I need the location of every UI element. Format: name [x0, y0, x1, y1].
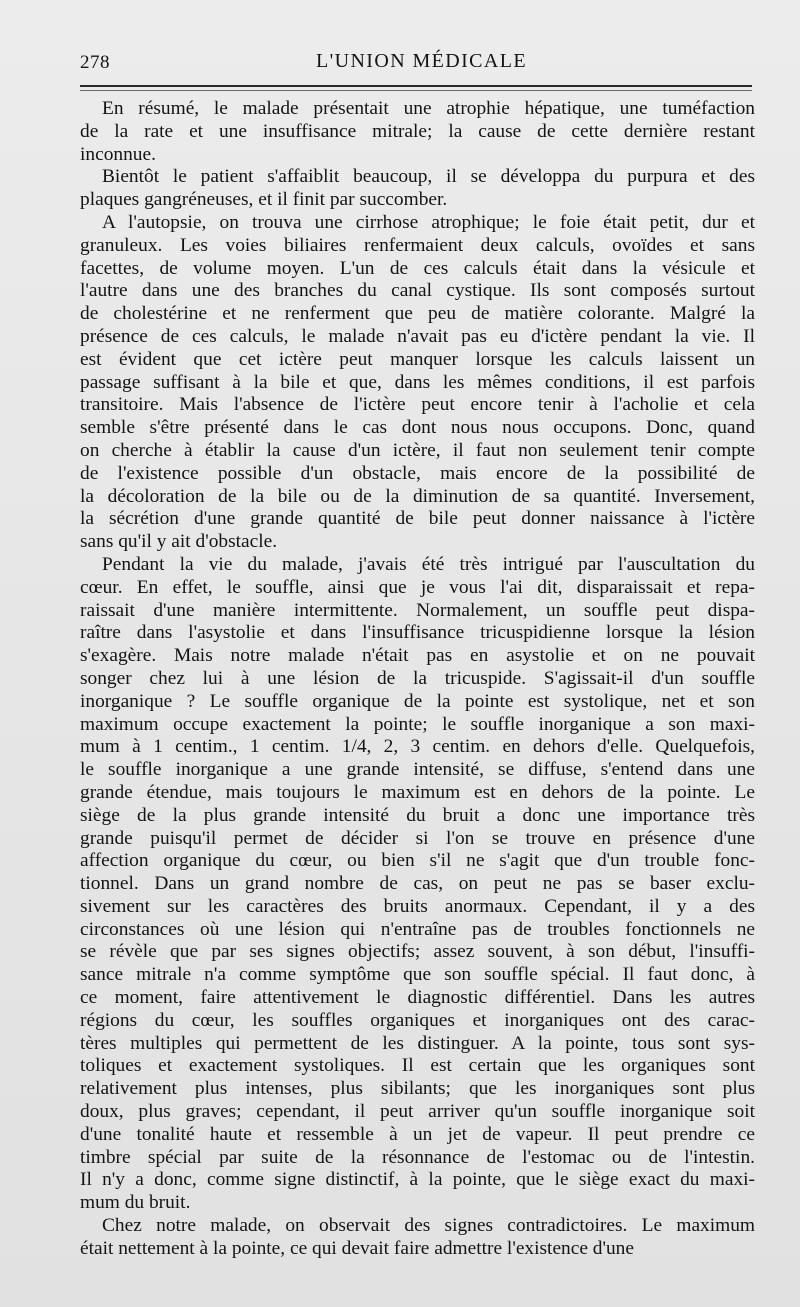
text-line: s'exagère. Mais notre malade n'était pas en asystolie et on ne pouvait — [80, 645, 755, 667]
text-line: sance mitrale n'a comme symptôme que son souffle spécial. Il faut donc, à — [80, 964, 755, 986]
text-line: siège de la plus grande intensité du bruit a donc une importance très — [80, 804, 755, 826]
page-header — [80, 48, 752, 78]
text-line: ce moment, faire attentivement le diagnostic différentiel. Dans les autres — [80, 987, 755, 1009]
text-line: maximum occupe exactement la pointe; le souffle inorganique a son maxi- — [80, 713, 755, 735]
text-line: de la rate et une insuffisance mitrale; la cause de cette dernière restant — [80, 120, 755, 142]
text-line: le souffle inorganique a une grande intensité, se diffuse, s'entend dans une — [80, 759, 755, 781]
page-number: 278 — [80, 52, 110, 73]
text-line: se révèle que par ses signes objectifs; assez souvent, à son début, l'insuffi- — [80, 941, 755, 963]
text-line: présence de ces calculs, le malade n'avait pas eu d'ictère pendant la vie. Il — [80, 325, 755, 347]
text-line: semble s'être présenté dans le cas dont nous nous occupons. Donc, quand — [80, 417, 755, 439]
text-line: de cholestérine et ne renferment que peu de matière colorante. Malgré la — [80, 303, 755, 325]
paragraph — [80, 1215, 755, 1261]
paragraph — [80, 98, 755, 166]
running-title: L'UNION MÉDICALE — [316, 50, 527, 72]
text-line: affection organique du cœur, ou bien s'il ne s'agit que d'un trouble fonc- — [80, 850, 755, 872]
text-line: passage suffisant à la bile et que, dans les mêmes conditions, il est parfois — [80, 371, 755, 393]
text-line: En résumé, le malade présentait une atrophie hépatique, une tuméfaction — [102, 98, 755, 119]
paragraph — [80, 212, 755, 554]
text-line: d'une tonalité haute et ressemble à un jet de vapeur. Il peut prendre ce — [80, 1123, 755, 1145]
text-line: Chez notre malade, on observait des signes contradictoires. Le maximum — [102, 1215, 755, 1237]
text-line: grande puisqu'il permet de décider si l'on se trouve en présence d'une — [80, 827, 755, 849]
text-line: plaques gangréneuses, et il finit par succomber. — [80, 189, 448, 211]
body-text — [80, 98, 755, 1261]
header-rule-thin — [80, 90, 752, 91]
text-line: mum à 1 centim., 1 centim. 1/4, 2, 3 centim. en dehors d'elle. Quelquefois, — [80, 736, 755, 758]
text-line: raissait d'une manière intermittente. Normalement, un souffle peut dispa- — [80, 599, 755, 621]
text-line: A l'autopsie, on trouva une cirrhose atrophique; le foie était petit, dur et — [102, 211, 755, 233]
text-line: granuleux. Les voies biliaires renfermaient deux calculs, ovoïdes et sans — [80, 234, 755, 256]
text-line: transitoire. Mais l'absence de l'ictère peut encore tenir à l'acholie et cela — [80, 394, 755, 416]
text-line: grande étendue, mais toujours le maximum est en dehors de la pointe. Le — [80, 781, 755, 803]
text-line: cœur. En effet, le souffle, ainsi que je vous l'ai dit, disparaissait et repa- — [80, 576, 755, 598]
text-line: Bientôt le patient s'affaiblit beaucoup, il se développa du purpura et des — [102, 166, 755, 188]
text-line: inconnue. — [80, 143, 156, 165]
text-line: inorganique ? Le souffle organique de la pointe est systolique, net et son — [80, 690, 755, 712]
paragraph — [80, 166, 755, 212]
text-line: Pendant la vie du malade, j'avais été très intrigué par l'auscultation du — [102, 553, 755, 575]
text-line: la sécrétion d'une grande quantité de bile peut donner naissance à l'ictère — [80, 508, 755, 530]
text-line: sivement sur les caractères des bruits anormaux. Cependant, il y a des — [80, 895, 755, 917]
text-line: tères multiples qui permettent de les distinguer. A la pointe, tous sont sys- — [80, 1032, 755, 1054]
text-line: est évident que cet ictère peut manquer lorsque les calculs laissent un — [80, 348, 755, 370]
text-line: Il n'y a donc, comme signe distinctif, à la pointe, que le siège exact du maxi- — [80, 1169, 755, 1191]
text-line: régions du cœur, les souffles organiques et inorganiques ont des carac- — [80, 1009, 755, 1031]
text-line: relativement plus intenses, plus sibilants; que les inorganiques sont plus — [80, 1078, 755, 1100]
text-line: sans qu'il y ait d'obstacle. — [80, 531, 278, 553]
text-line: toliques et exactement systoliques. Il est certain que les organiques sont — [80, 1055, 755, 1077]
header-rule — [80, 85, 752, 87]
text-line: la décoloration de la bile ou de la diminution de sa quantité. Inversement, — [80, 485, 755, 507]
text-line: songer chez lui à une lésion de la tricuspide. S'agissait-il d'un souffle — [80, 667, 755, 689]
text-line: circonstances où une lésion qui n'entraîne pas de troubles fonctionnels ne — [80, 918, 755, 940]
text-line: mum du bruit. — [80, 1192, 191, 1214]
text-line: doux, plus graves; cependant, il peut arriver qu'un souffle inorganique soit — [80, 1101, 755, 1123]
text-line: raître dans l'asystolie et dans l'insuffisance tricuspidienne lorsque la lésion — [80, 622, 755, 644]
paragraph — [80, 554, 755, 1215]
text-line: on cherche à établir la cause d'un ictère, il faut non seulement tenir compte — [80, 439, 755, 461]
text-line: de l'existence possible d'un obstacle, mais encore de la possibilité de — [80, 462, 755, 484]
text-line: timbre spécial par suite de la résonnance de l'estomac ou de l'intestin. — [80, 1146, 755, 1168]
text-line: tionnel. Dans un grand nombre de cas, on peut ne pas se baser exclu- — [80, 873, 755, 895]
text-line: était nettement à la pointe, ce qui devait faire admettre l'existence d'une — [80, 1237, 634, 1259]
text-line: l'autre dans une des branches du canal cystique. Ils sont composés surtout — [80, 280, 755, 302]
text-line: facettes, de volume moyen. L'un de ces calculs était dans la vésicule et — [80, 257, 755, 279]
